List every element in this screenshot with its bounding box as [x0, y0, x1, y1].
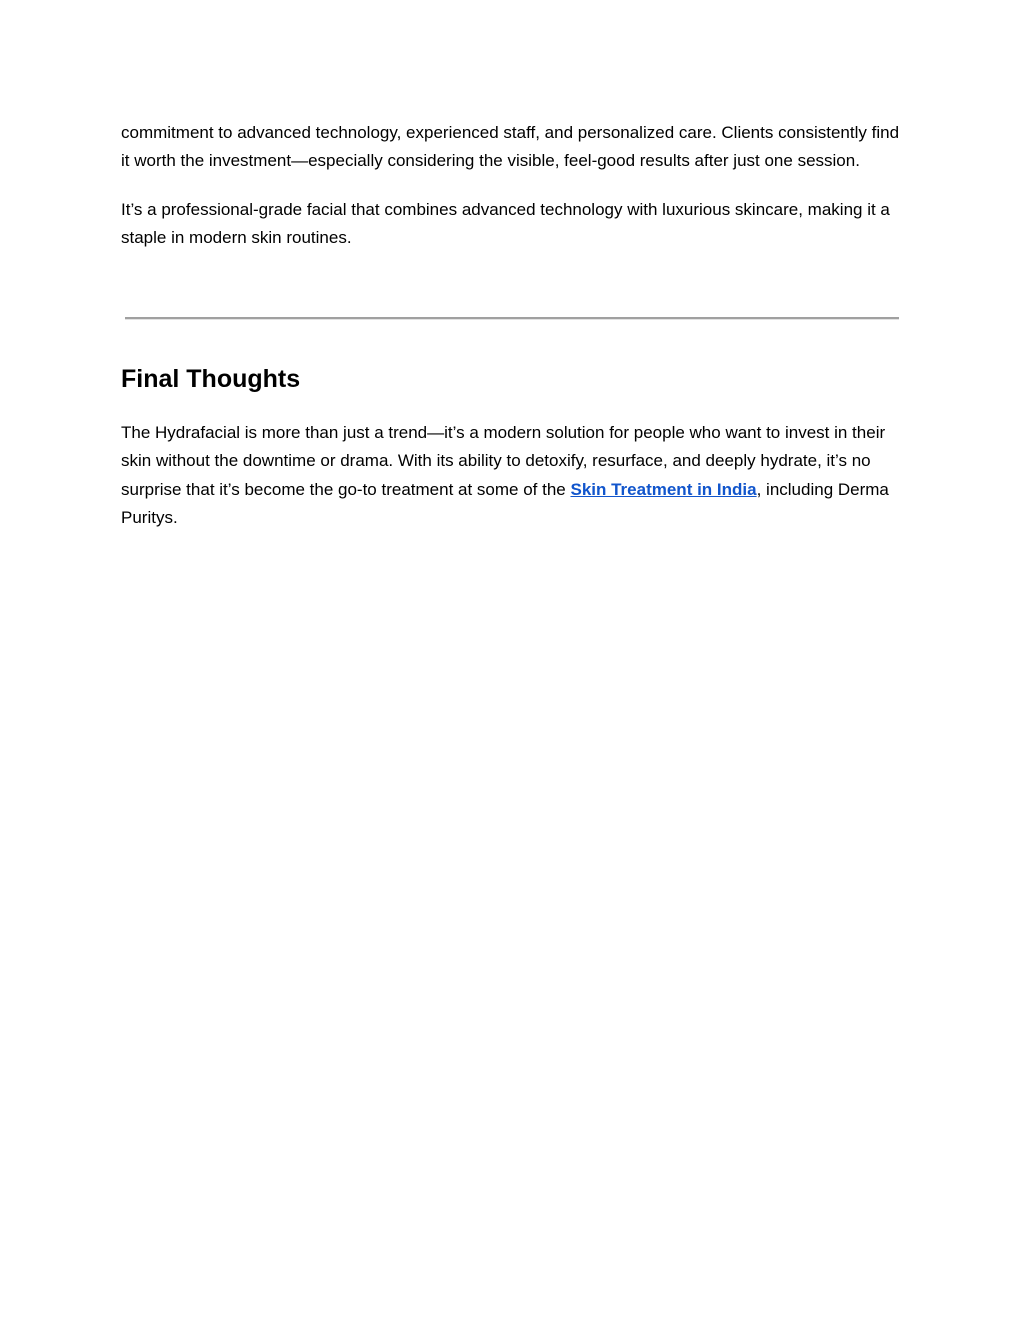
- final-text-after-link: , including Derma Puritys.: [121, 479, 889, 528]
- intro-paragraph-2: It’s a professional-grade facial that combines advanced technology with luxurious skincare, making it a staple in modern skin routines.: [121, 199, 890, 248]
- skin-treatment-link[interactable]: Skin Treatment in India: [570, 479, 757, 499]
- intro-section: [121, 119, 906, 253]
- final-text-before-link: The Hydrafacial is more than just a trend—it’s a modern solution for people who want to invest in their skin without the downtime or drama. With its ability to detoxify, resurface, and deeply hydrate, it’s no surprise that it’s become the go-to treatment at some of the: [121, 423, 886, 499]
- final-paragraph: [121, 419, 906, 533]
- section-heading: Final Thoughts: [121, 365, 301, 393]
- horizontal-divider: [125, 317, 899, 320]
- intro-paragraph-1: commitment to advanced technology, experienced staff, and personalized care. Clients consistently find it worth the investment—especially considering the visible, feel-good results after just one session.: [121, 123, 900, 171]
